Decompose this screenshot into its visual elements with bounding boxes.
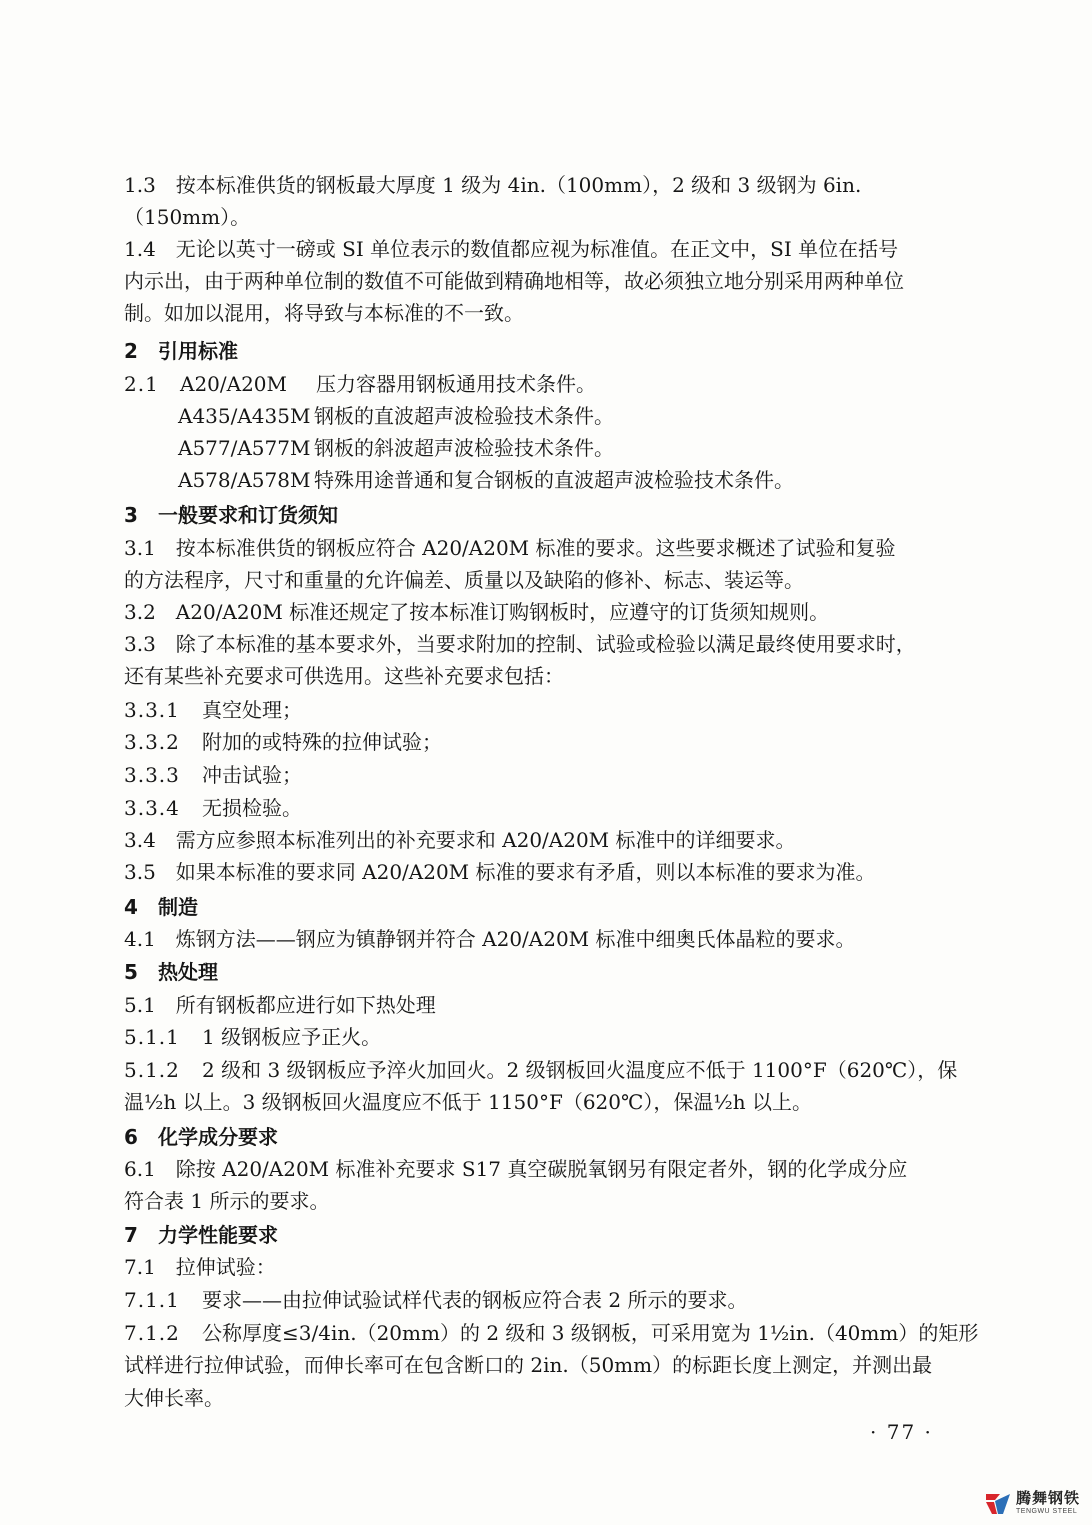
clause-3-3-2 xyxy=(124,727,954,757)
clause-text: 1 级钢板应予正火。 xyxy=(202,1025,382,1049)
paragraph-3-2: 3.2 A20/A20M 标准还规定了按本标准订购钢板时，应遵守的订货须知规则。 xyxy=(124,600,830,624)
reference-a577 xyxy=(178,433,1008,463)
section-title: 力学性能要求 xyxy=(158,1223,278,1247)
clause-text: 公称厚度≤3/4in.（20mm）的 2 级和 3 级钢板，可采用宽为 1½in.（40mm）的矩形 xyxy=(202,1321,979,1345)
clause-text: 要求——由拉伸试验试样代表的钢板应符合表 2 所示的要求。 xyxy=(202,1288,748,1312)
clause-number: 7.1.2 xyxy=(124,1321,180,1345)
reference-a578 xyxy=(178,465,1008,495)
clause-number: 5.1.1 xyxy=(124,1025,180,1049)
standard-code: A577/A577M xyxy=(178,436,311,460)
section-heading-7 xyxy=(124,1220,954,1250)
paragraph-1-4-line-1: 1.4 无论以英寸一磅或 SI 单位表示的数值都应视为标准值。在正文中，SI 单位在括号 xyxy=(124,237,899,261)
paragraph-1-4-line-3: 制。如加以混用，将导致与本标准的不一致。 xyxy=(124,301,524,325)
paragraph-7-1: 7.1 拉伸试验： xyxy=(124,1255,276,1279)
paragraph-1-4-line-2: 内示出，由于两种单位制的数值不可能做到精确地相等，故必须独立地分别采用两种单位 xyxy=(124,269,904,293)
standard-title: 压力容器用钢板通用技术条件。 xyxy=(316,372,596,396)
clause-number: 3.3.3 xyxy=(124,763,180,787)
paragraph-3-1-line-2: 的方法程序，尺寸和重量的允许偏差、质量以及缺陷的修补、标志、装运等。 xyxy=(124,568,804,592)
standard-title: 钢板的斜波超声波检验技术条件。 xyxy=(314,436,614,460)
section-heading-4 xyxy=(124,892,954,922)
clause-number: 3.3.2 xyxy=(124,730,180,754)
section-heading-6 xyxy=(124,1122,954,1152)
clause-7-1-2-line-3: 大伸长率。 xyxy=(124,1386,224,1410)
standard-title: 特殊用途普通和复合钢板的直波超声波检验技术条件。 xyxy=(314,468,794,492)
paragraph-3-5: 3.5 如果本标准的要求同 A20/A20M 标准的要求有矛盾，则以本标准的要求为准。 xyxy=(124,860,876,884)
reference-2-1 xyxy=(124,369,954,399)
standard-code: A578/A578M xyxy=(178,468,311,492)
paragraph-5-1: 5.1 所有钢板都应进行如下热处理 xyxy=(124,993,436,1017)
clause-5-1-2-line-1 xyxy=(124,1055,958,1085)
section-title: 一般要求和订货须知 xyxy=(158,503,338,527)
watermark-logo xyxy=(983,1484,1087,1522)
section-number: 3 xyxy=(124,503,139,527)
clause-7-1-2-line-2: 试样进行拉伸试验，而伸长率可在包含断口的 2in.（50mm）的标距长度上测定，并测出最 xyxy=(124,1353,933,1377)
standard-code: A435/A435M xyxy=(178,404,311,428)
reference-a435 xyxy=(178,401,1008,431)
page-number: · 77 · xyxy=(870,1420,933,1444)
paragraph-1-3-line-2: （150mm）。 xyxy=(124,205,251,229)
paragraph-4-1: 4.1 炼钢方法——钢应为镇静钢并符合 A20/A20M 标准中细奥氏体晶粒的要求。 xyxy=(124,927,856,951)
clause-number: 3.3.1 xyxy=(124,698,180,722)
standard-code: A20/A20M xyxy=(180,372,288,396)
clause-5-1-1 xyxy=(124,1022,954,1052)
clause-number: 2.1 xyxy=(124,372,159,396)
clause-text: 真空处理； xyxy=(202,698,302,722)
clause-number: 7.1.1 xyxy=(124,1288,180,1312)
clause-3-3-3 xyxy=(124,760,954,790)
clause-7-1-2-line-1 xyxy=(124,1318,979,1348)
section-title: 热处理 xyxy=(158,960,218,984)
watermark-name-cn: 腾舞钢铁 xyxy=(1016,1489,1081,1507)
section-number: 7 xyxy=(124,1223,139,1247)
section-heading-5 xyxy=(124,957,954,987)
tengwu-logo-icon xyxy=(983,1488,1013,1518)
clause-3-3-1 xyxy=(124,695,954,725)
clause-5-1-2-line-2: 温½h 以上。3 级钢板回火温度应不低于 1150°F（620℃），保温½h 以上。 xyxy=(124,1090,813,1114)
section-title: 制造 xyxy=(158,895,198,919)
clause-7-1-1 xyxy=(124,1285,954,1315)
paragraph-6-1-line-2: 符合表 1 所示的要求。 xyxy=(124,1189,330,1213)
section-heading-3 xyxy=(124,500,954,530)
section-title: 化学成分要求 xyxy=(158,1125,278,1149)
clause-number: 3.3.4 xyxy=(124,796,180,820)
paragraph-1-3-line-1: 1.3 按本标准供货的钢板最大厚度 1 级为 4in.（100mm），2 级和 3 级钢为 6in. xyxy=(124,173,862,197)
section-number: 6 xyxy=(124,1125,139,1149)
section-heading-2 xyxy=(124,336,954,366)
paragraph-6-1-line-1: 6.1 除按 A20/A20M 标准补充要求 S17 真空碳脱氧钢另有限定者外，钢的化学成分应 xyxy=(124,1157,908,1181)
clause-number: 5.1.2 xyxy=(124,1058,180,1082)
paragraph-3-3-line-1: 3.3 除了本标准的基本要求外，当要求附加的控制、试验或检验以满足最终使用要求时， xyxy=(124,632,916,656)
clause-text: 附加的或特殊的拉伸试验； xyxy=(202,730,442,754)
clause-3-3-4 xyxy=(124,793,954,823)
paragraph-3-4: 3.4 需方应参照本标准列出的补充要求和 A20/A20M 标准中的详细要求。 xyxy=(124,828,796,852)
standard-title: 钢板的直波超声波检验技术条件。 xyxy=(314,404,614,428)
clause-text: 无损检验。 xyxy=(202,796,302,820)
section-number: 4 xyxy=(124,895,139,919)
clause-text: 2 级和 3 级钢板应予淬火加回火。2 级钢板回火温度应不低于 1100°F（620℃），保 xyxy=(202,1058,958,1082)
paragraph-3-3-line-2: 还有某些补充要求可供选用。这些补充要求包括： xyxy=(124,664,564,688)
clause-text: 冲击试验； xyxy=(202,763,302,787)
watermark-name-en: TENGWU STEEL xyxy=(1016,1508,1078,1515)
section-number: 2 xyxy=(124,339,139,363)
paragraph-3-1-line-1: 3.1 按本标准供货的钢板应符合 A20/A20M 标准的要求。这些要求概述了试验和复验 xyxy=(124,536,896,560)
section-number: 5 xyxy=(124,960,139,984)
section-title: 引用标准 xyxy=(158,339,238,363)
